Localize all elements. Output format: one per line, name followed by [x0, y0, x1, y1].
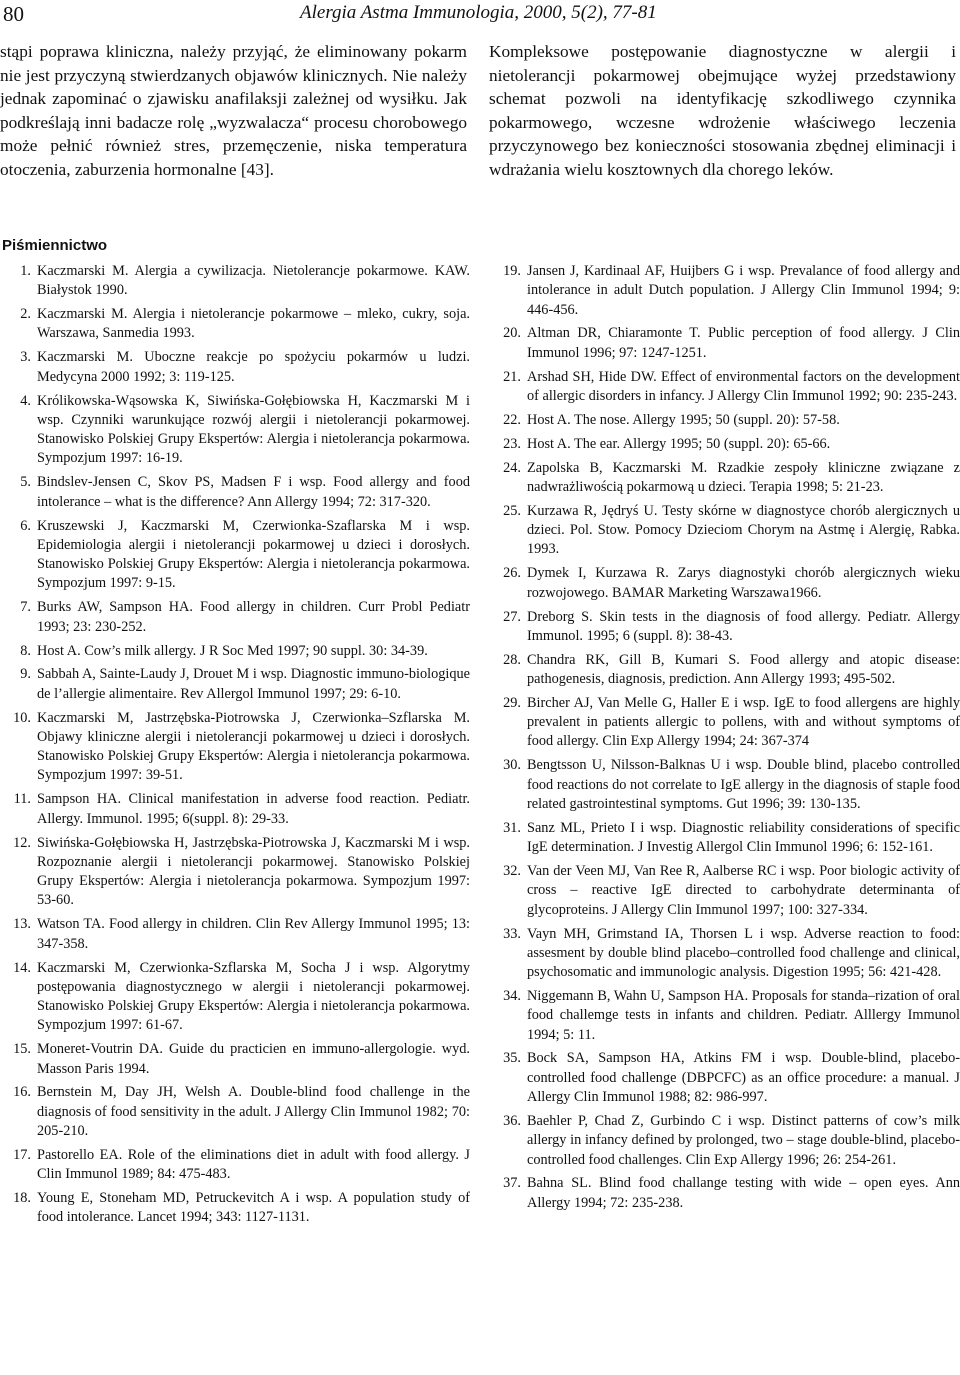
reference-text: Bock SA, Sampson HA, Atkins FM i wsp. Double-blind, placebo-controlled food challenge (DBPCFC) as an office procedure: a manual. J Allergy Clin Immunol 1988; 82: 986-997.	[527, 1050, 960, 1106]
reference-number: 5.	[20, 474, 31, 491]
reference-text: Niggemann B, Wahn U, Sampson HA. Proposals for standa–rization of oral food challemge tests in infants and children. Pediatr. Alllergy Immunol 1994; 5: 11.	[527, 988, 960, 1043]
reference-text: Kaczmarski M. Uboczne reakcje po spożyciu pokarmów u ludzi. Medycyna 2000 1992; 3: 119-125.	[37, 349, 470, 385]
reference-text: Kaczmarski M, Czerwionka-Szflarska M, Socha J i wsp. Algorytmy postępowania diagnostycznego w alergii i nietolerancji pokarmowej. Stanowisko Polskiej Grupy Ekspertów: Alergia i nietolerancja pokarmowa. Sympozjum 1997: 61-67.	[37, 959, 470, 1034]
reference-number: 4.	[20, 392, 31, 409]
reference-item	[0, 348, 470, 387]
reference-number: 27.	[503, 608, 521, 625]
reference-text: Arshad SH, Hide DW. Effect of environmental factors on the development of allergic disorders in infancy. J Allergy Clin Immunol 1992; 90: 235-243.	[527, 368, 960, 404]
reference-item	[490, 925, 960, 983]
reference-item	[0, 959, 470, 1036]
reference-number: 11.	[13, 791, 31, 808]
reference-item	[490, 368, 960, 407]
reference-text: Burks AW, Sampson HA. Food allergy in children. Curr Probl Pediatr 1993; 23: 230-252.	[37, 599, 470, 635]
reference-number: 2.	[20, 306, 31, 323]
reference-number: 35.	[503, 1050, 521, 1067]
reference-item	[490, 1049, 960, 1107]
journal-citation: Alergia Astma Immunologia, 2000, 5(2), 77-81	[300, 2, 657, 23]
references-list-right	[490, 262, 960, 1218]
reference-text: Zapolska B, Kaczmarski M. Rzadkie zespoły kliniczne związane z nadwrażliwością pokarmową u dzieci. Terapia 1998; 5: 21-23.	[527, 459, 960, 495]
reference-item	[0, 834, 470, 911]
reference-text: Bircher AJ, Van Melle G, Haller E i wsp. IgE to food allergens are highly prevalent in patients allergic to pollens, with and without symptoms of food allergy. Clin Exp Allergy 1994; 24: 367-374	[527, 694, 960, 750]
reference-number: 6.	[20, 517, 31, 534]
reference-item	[0, 517, 470, 594]
reference-text: Sampson HA. Clinical manifestation in adverse food reaction. Pediatr. Allergy. Immunol. 1995; 6(suppl. 8): 29-33.	[37, 791, 470, 827]
reference-number: 20.	[503, 325, 521, 342]
reference-item	[0, 709, 470, 786]
reference-number: 28.	[503, 651, 521, 668]
reference-number: 14.	[13, 959, 31, 976]
reference-text: Sabbah A, Sainte-Laudy J, Drouet M i wsp. Diagnostic immuno-biologique de l’allergie alimentaire. Rev Allergol Immunol 1997; 29: 6-10.	[37, 666, 470, 702]
reference-number: 24.	[503, 459, 521, 476]
reference-item	[490, 459, 960, 498]
reference-item	[0, 642, 470, 661]
reference-number: 33.	[503, 925, 521, 942]
reference-text: Bindslev-Jensen C, Skov PS, Madsen F i wsp. Food allergy and food intolerance – what is the difference? Ann Allergy 1994; 72: 317-320.	[37, 474, 470, 510]
reference-number: 37.	[503, 1175, 521, 1192]
reference-item	[490, 651, 960, 690]
body-text-left: stąpi poprawa kliniczna, należy przyjąć, że eliminowany pokarm nie jest przyczyną stwierdzanych objawów klinicznych. Nie należy jednak zapominać o zjawisku anafilaksji zależnej od wysiłku. Jak podkreślają inni badacze rolę „wyzwalacza“ procesu chorobowego może pełnić również stres, przemęczenie, niska temperatura otoczenia, zaburzenia hormonalne [43].	[0, 42, 467, 179]
reference-text: Sanz ML, Prieto I i wsp. Diagnostic reliability considerations of specific IgE determination. J Investig Allergol Clin Immunol 1996; 6: 152-161.	[527, 819, 960, 856]
reference-number: 17.	[13, 1146, 31, 1163]
reference-item	[0, 1083, 470, 1141]
reference-item	[490, 1174, 960, 1213]
reference-item	[490, 502, 960, 560]
reference-number: 36.	[503, 1112, 521, 1129]
reference-text: Baehler P, Chad Z, Gurbindo C i wsp. Distinct patterns of cow’s milk allergy in infancy defined by prolonged, two – stage double-blind, placebo-controlled food challenges. Clin Exp Allergy 1996; 26: 254-261.	[527, 1112, 960, 1168]
reference-text: Dymek I, Kurzawa R. Zarys diagnostyki chorób alergicznych wieku rozwojowego. BAMAR Marketing Warszawa1966.	[527, 565, 960, 601]
reference-item	[490, 262, 960, 320]
reference-number: 21.	[503, 368, 521, 385]
reference-number: 30.	[503, 757, 521, 774]
reference-number: 12.	[13, 834, 31, 851]
reference-text: Dreborg S. Skin tests in the diagnosis of food allergy. Pediatr. Allergy Immunol. 1995; 6 (suppl. 8): 38-43.	[527, 608, 960, 644]
reference-number: 7.	[20, 599, 31, 616]
reference-number: 1.	[20, 263, 31, 279]
reference-number: 8.	[20, 642, 31, 659]
reference-item	[490, 608, 960, 647]
reference-text: Kaczmarski M, Jastrzębska-Piotrowska J, Czerwionka–Szflarska M. Objawy kliniczne alergii i nietolerancji pokarmowej u dzieci i dorosłych. Stanowisko Polskiej Grupy Ekspertów: Alergia i nietolerancja pokarmowa. Sympozjum 1997: 39-51.	[37, 709, 470, 784]
reference-number: 22.	[503, 411, 521, 428]
reference-number: 16.	[13, 1084, 31, 1101]
reference-text: Kruszewski J, Kaczmarski M, Czerwionka-Szaflarska M i wsp. Epidemiologia alergii i nietolerancji pokarmowej u dzieci i dorosłych. Stanowisko Polskiej Grupy Ekspertów: Alergia i nietolerancja pokarmowa. Sympozjum 1997: 9-15.	[37, 517, 470, 592]
reference-text: Siwińska-Gołębiowska H, Jastrzębska-Piotrowska J, Kaczmarski M i wsp. Rozpoznanie alergii i nietolerancji pokarmowej. Stanowisko Polskiej Grupy Ekspertów: Alergia i nietolerancja pokarmowa. Sympozjum 1997: 53-60.	[37, 834, 470, 909]
reference-text: Bernstein M, Day JH, Welsh A. Double-blind food challenge in the diagnosis of food sensitivity in the adult. J Allergy Clin Immunol 1982; 70: 205-210.	[37, 1084, 470, 1140]
page-number: 80	[3, 2, 24, 26]
reference-item	[490, 819, 960, 858]
reference-item	[490, 862, 960, 920]
reference-item	[0, 1189, 470, 1228]
reference-number: 34.	[503, 988, 521, 1004]
reference-number: 26.	[503, 565, 521, 582]
reference-text: Watson TA. Food allergy in children. Clin Rev Allergy Immunol 1995; 13: 347-358.	[37, 916, 470, 952]
reference-text: Chandra RK, Gill B, Kumari S. Food allergy and atopic disease: pathogenesis, diagnosis, prediction. Ann Allergy 1993; 495-502.	[527, 651, 960, 687]
reference-text: Królikowska-Wąsowska K, Siwińska-Gołębiowska H, Kaczmarski M i wsp. Czynniki warunkujące rozwój alergii i nietolerancji pokarmowej. Stanowisko Polskiej Grupy Ekspertów: Alergia i nietolerancja pokarmowa. Sympozjum 1997: 16-19.	[37, 392, 470, 467]
reference-number: 9.	[20, 666, 31, 683]
reference-item	[0, 790, 470, 829]
reference-text: Kurzawa R, Jędryś U. Testy skórne w diagnostyce chorób alergicznych u dzieci. Pol. Stow. Pomocy Dzieciom Chorym na Astmę i Alergię, Rabka. 1993.	[527, 502, 960, 558]
reference-number: 31.	[503, 819, 521, 836]
reference-item	[0, 1040, 470, 1079]
reference-text: Bengtsson U, Nilsson-Balknas U i wsp. Double blind, placebo controlled food reactions do not correlate to IgE allergy in the diagnosis of staple food related gastrointestinal symptoms. Gut 1996; 39: 130-135.	[527, 757, 960, 812]
reference-number: 18.	[13, 1190, 31, 1207]
reference-number: 10.	[13, 709, 31, 726]
reference-text: Altman DR, Chiaramonte T. Public perception of food allergy. J Clin Immunol 1996; 97: 1247-1251.	[527, 325, 960, 361]
reference-item	[0, 262, 470, 301]
body-text-right: Kompleksowe postępowanie diagnostyczne w alergii i nietolerancji pokarmowej obejmujące wyżej przedstawiony schemat pozwoli na identyfikację szkodliwego czynnika pokarmowego, wczesne wdrożenie właściwego leczenia przyczynowego bez konieczności stosowania zbędnej eliminacji i wdrażania wielu kosztownych dla chorego leków.	[489, 42, 956, 179]
reference-text: Kaczmarski M. Alergia i nietolerancje pokarmowe – mleko, cukry, soja. Warszawa, Sanmedia 1993.	[37, 306, 470, 342]
reference-text: Van der Veen MJ, Van Ree R, Aalberse RC i wsp. Poor biologic activity of cross – reactive IgE directed to carbohydrate determinanta of glycoproteins. J Allergy Clin Immunol 1997; 100: 327-334.	[527, 863, 960, 918]
reference-text: Pastorello EA. Role of the eliminations diet in adult with food allergy. J Clin Immunol 1989; 84: 475-483.	[37, 1146, 470, 1183]
reference-item	[490, 435, 960, 454]
reference-item	[0, 915, 470, 954]
reference-number: 3.	[20, 349, 31, 366]
reference-number: 29.	[503, 694, 521, 711]
reference-item	[490, 411, 960, 430]
reference-item	[490, 987, 960, 1045]
reference-text: Kaczmarski M. Alergia a cywilizacja. Nietolerancje pokarmowe. KAW. Białystok 1990.	[37, 263, 470, 299]
reference-number: 15.	[13, 1041, 31, 1058]
reference-item	[0, 598, 470, 637]
reference-text: Host A. Cow’s milk allergy. J R Soc Med 1997; 90 suppl. 30: 34-39.	[37, 642, 428, 659]
reference-text: Bahna SL. Blind food challange testing with wide – open eyes. Ann Allergy 1994; 72: 235-238.	[527, 1175, 960, 1211]
reference-text: Jansen J, Kardinaal AF, Huijbers G i wsp. Prevalance of food allergy and intolerance in adult Dutch population. J Allergy Clin Immunol 1994; 9: 446-456.	[527, 263, 960, 318]
references-heading: Piśmiennictwo	[2, 237, 108, 254]
reference-item	[0, 473, 470, 512]
reference-number: 25.	[503, 502, 521, 519]
references-list-left	[0, 262, 470, 1232]
reference-number: 23.	[503, 435, 521, 452]
reference-item	[490, 694, 960, 752]
reference-item	[0, 392, 470, 469]
reference-item	[0, 305, 470, 344]
reference-item	[490, 756, 960, 814]
reference-text: Host A. The ear. Allergy 1995; 50 (suppl. 20): 65-66.	[527, 435, 831, 452]
reference-text: Young E, Stoneham MD, Petruckevitch A i wsp. A population study of food intolerance. Lancet 1994; 343: 1127-1131.	[37, 1190, 470, 1226]
reference-number: 13.	[13, 916, 31, 933]
reference-item	[490, 564, 960, 603]
reference-number: 19.	[503, 263, 521, 279]
reference-item	[490, 324, 960, 363]
reference-number: 32.	[503, 863, 521, 880]
reference-text: Moneret-Voutrin DA. Guide du practicien en immuno-allergologie. wyd. Masson Paris 1994.	[37, 1041, 470, 1077]
reference-item	[0, 1146, 470, 1185]
reference-item	[490, 1112, 960, 1170]
reference-text: Host A. The nose. Allergy 1995; 50 (suppl. 20): 57-58.	[527, 411, 840, 428]
reference-item	[0, 665, 470, 704]
reference-text: Vayn MH, Grimstand IA, Thorsen L i wsp. Adverse reaction to food: assesment by double blind placebo–controlled food challenge and clinical, psychosomatic and immunologic analysis. Digestion 1995; 56: 421-428.	[527, 925, 960, 981]
page-header	[0, 0, 960, 30]
